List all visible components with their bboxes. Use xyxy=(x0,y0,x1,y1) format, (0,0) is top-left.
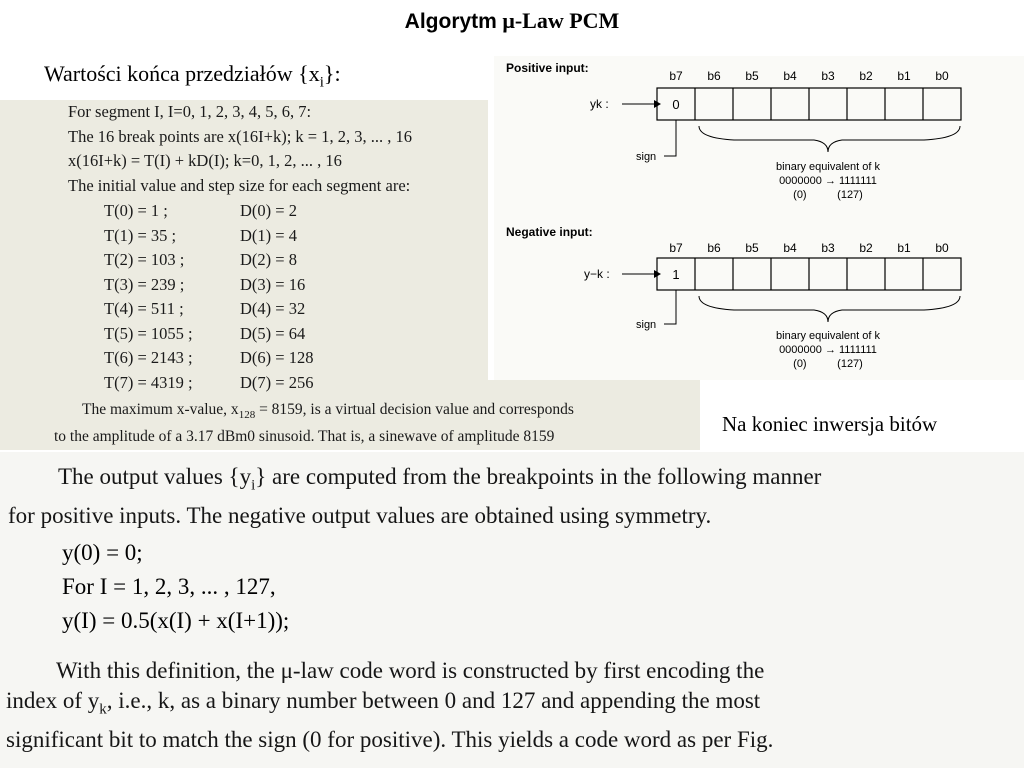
max-line-2: to the amplitude of a 3.17 dBm0 sinusoid. That is, a sinewave of amplitude 8159 xyxy=(54,428,555,446)
bit-header: b4 xyxy=(783,69,797,83)
negative-cells xyxy=(657,258,961,290)
bit-header: b5 xyxy=(745,241,759,255)
segment-t: T(1) = 35 ; xyxy=(104,225,177,245)
definition-line-2-b: , i.e., k, as a binary number between 0 and 127 and appending the most xyxy=(106,688,761,713)
segment-line-4: The initial value and step size for each segment are: xyxy=(68,175,411,195)
negative-bit-headers xyxy=(669,241,949,255)
bit-header: b0 xyxy=(935,69,949,83)
segment-line-2: The 16 break points are x(16I+k); k = 1, 2, 3, ... , 16 xyxy=(68,126,412,146)
bit-header: b3 xyxy=(821,241,835,255)
definition-sub: k xyxy=(99,701,107,718)
codeword-diagram-svg xyxy=(494,56,1024,380)
bit-header: b1 xyxy=(897,241,911,255)
formula-line-3: y(I) = 0.5(x(I) + x(I+1)); xyxy=(62,608,290,633)
segment-row xyxy=(104,371,313,396)
positive-label: Positive input: xyxy=(506,61,589,75)
segment-t: T(0) = 1 ; xyxy=(104,201,168,221)
segment-d: D(1) = 4 xyxy=(240,225,297,245)
positive-sign-bit: 0 xyxy=(672,97,680,112)
negative-binary-label: binary equivalent of k xyxy=(776,330,880,342)
title-mu: μ xyxy=(502,8,515,33)
definition-line-3: significant bit to match the sign (0 for positive). This yields a code word as per Fig. xyxy=(6,726,774,752)
segment-d: D(5) = 64 xyxy=(240,323,306,343)
definition-paragraph xyxy=(6,656,773,755)
bit-header: b5 xyxy=(745,69,759,83)
positive-row-label: yk : xyxy=(590,97,609,111)
segment-description xyxy=(68,100,412,198)
negative-label: Negative input: xyxy=(506,225,593,239)
subtitle-tail: }: xyxy=(323,61,341,86)
negative-row-label: y−k : xyxy=(584,267,610,281)
subtitle-text: Wartości końca przedziałów {x xyxy=(44,61,320,86)
max-line-1-b: = 8159, is a virtual decision value and corresponds xyxy=(255,401,574,418)
title-prefix: Algorytm xyxy=(404,10,497,33)
positive-binary-label: binary equivalent of k xyxy=(776,161,880,173)
positive-sign-pointer xyxy=(664,120,676,156)
bit-header: b4 xyxy=(783,241,797,255)
segment-row xyxy=(104,322,313,347)
subtitle-sub: i xyxy=(319,74,324,91)
definition-line-2 xyxy=(6,686,773,725)
bit-header: b7 xyxy=(669,241,683,255)
segment-line-3: x(16I+k) = T(I) + kD(I); k=0, 1, 2, ... , 16 xyxy=(68,151,342,170)
segment-row xyxy=(104,297,313,322)
bit-inversion-note: Na koniec inwersja bitów xyxy=(722,412,938,436)
segment-table xyxy=(104,199,313,395)
max-value-text xyxy=(54,399,574,447)
segment-d: D(3) = 16 xyxy=(240,274,306,294)
segment-d: D(7) = 256 xyxy=(240,372,314,392)
output-line-1-b: } are computed from the breakpoints in the following manner xyxy=(255,464,822,489)
positive-brace xyxy=(699,126,960,152)
definition-line-1: With this definition, the μ-law code word is constructed by first encoding the xyxy=(56,658,765,683)
output-line-1-a: The output values {y xyxy=(58,464,252,489)
segment-line-1: For segment I, I=0, 1, 2, 3, 4, 5, 6, 7: xyxy=(68,102,312,121)
segment-row xyxy=(104,199,313,224)
negative-sign-bit: 1 xyxy=(672,267,680,282)
segment-t: T(7) = 4319 ; xyxy=(104,372,193,392)
segment-t: T(2) = 103 ; xyxy=(104,250,185,270)
max-line-1 xyxy=(54,399,574,426)
output-formula xyxy=(62,536,289,638)
bit-header: b2 xyxy=(859,241,873,255)
segment-row xyxy=(104,273,313,298)
bit-header: b0 xyxy=(935,241,949,255)
output-sub: i xyxy=(251,477,256,494)
negative-sign-label: sign xyxy=(636,319,657,331)
segment-row xyxy=(104,248,313,273)
segment-d: D(4) = 32 xyxy=(240,299,306,319)
title-suffix: -Law PCM xyxy=(514,8,620,33)
codeword-diagram xyxy=(494,56,1024,380)
definition-line-2-a: index of y xyxy=(6,688,100,713)
segment-t: T(4) = 511 ; xyxy=(104,299,184,319)
bit-header: b6 xyxy=(707,69,721,83)
positive-range-values: (0) (127) xyxy=(793,189,863,201)
output-line-2: for positive inputs. The negative output values are obtained using symmetry. xyxy=(8,502,712,528)
segment-d: D(6) = 128 xyxy=(240,348,314,368)
max-line-1-a: The maximum x-value, x xyxy=(82,401,239,418)
segment-d: D(2) = 8 xyxy=(240,250,297,270)
slide-title xyxy=(0,8,1024,35)
segment-d: D(0) = 2 xyxy=(240,201,297,221)
segment-row xyxy=(104,346,313,371)
bit-header: b6 xyxy=(707,241,721,255)
positive-bit-headers xyxy=(669,69,949,83)
segment-t: T(6) = 2143 ; xyxy=(104,348,193,368)
segment-t: T(3) = 239 ; xyxy=(104,274,185,294)
max-sub: 128 xyxy=(238,409,256,422)
bit-header: b7 xyxy=(669,69,683,83)
negative-sign-pointer xyxy=(664,290,676,324)
bit-header: b1 xyxy=(897,69,911,83)
bit-header: b3 xyxy=(821,69,835,83)
negative-brace xyxy=(699,296,960,322)
segment-row xyxy=(104,224,313,249)
output-values-paragraph xyxy=(8,462,821,531)
bit-header: b2 xyxy=(859,69,873,83)
positive-sign-label: sign xyxy=(636,151,657,163)
negative-range-line: 0000000 → 1111111 xyxy=(779,344,877,356)
subtitle xyxy=(44,60,341,96)
formula-line-2: For I = 1, 2, 3, ... , 127, xyxy=(62,574,276,599)
output-line-1 xyxy=(8,462,821,501)
formula-line-1: y(0) = 0; xyxy=(62,540,143,565)
segment-t: T(5) = 1055 ; xyxy=(104,323,193,343)
negative-range-values: (0) (127) xyxy=(793,358,863,370)
positive-range-line: 0000000 → 1111111 xyxy=(779,175,877,187)
positive-cells xyxy=(657,88,961,120)
